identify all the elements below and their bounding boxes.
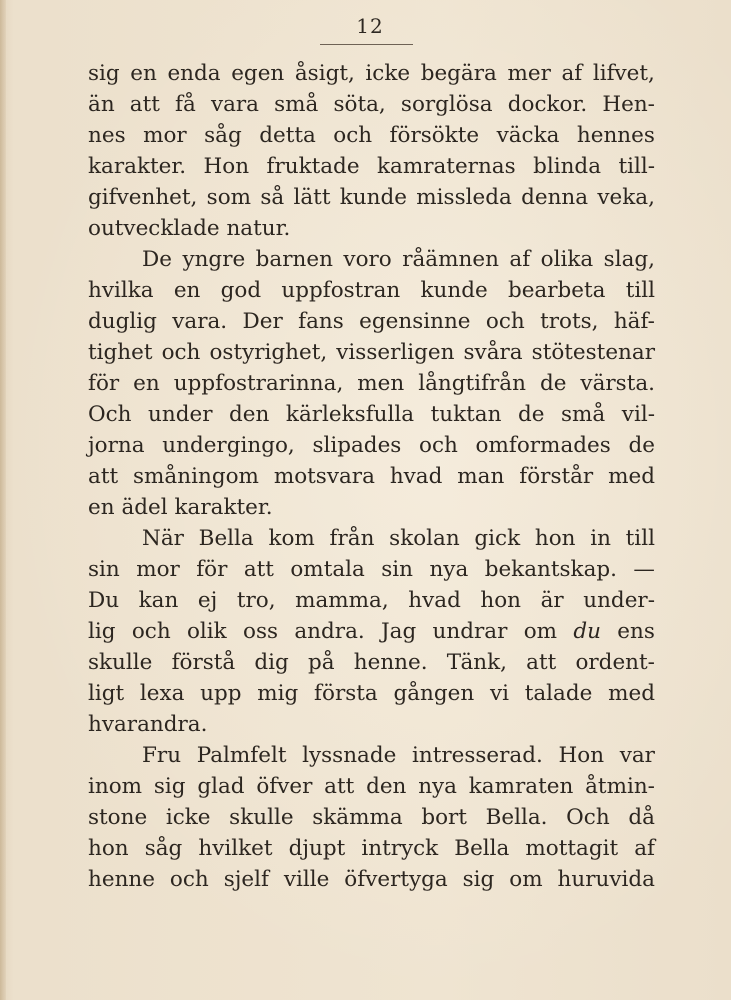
- text-line: jorna undergingo, slipades och omformades de: [88, 433, 655, 458]
- text-line: hon såg hvilket djupt intryck Bella mottagit af: [88, 836, 655, 861]
- text-line: lig och olik oss andra. Jag undrar om du ens: [88, 619, 655, 644]
- text-line: När Bella kom från skolan gick hon in till: [142, 526, 655, 551]
- text-line: än att få vara små söta, sorglösa dockor. Hen-: [88, 92, 655, 117]
- text-line: Du kan ej tro, mamma, hvad hon är under-: [88, 588, 655, 613]
- text-line: hvarandra.: [88, 712, 208, 737]
- text-line: henne och sjelf ville öfvertyga sig om huruvida: [88, 867, 655, 892]
- body-text: [88, 58, 655, 895]
- text-line: en ädel karakter.: [88, 495, 273, 520]
- text-line: att småningom motsvara hvad man förstår med: [88, 464, 655, 489]
- text-line: inom sig glad öfver att den nya kamraten åtmin-: [88, 774, 655, 799]
- text-line: nes mor såg detta och försökte väcka hennes: [88, 123, 655, 148]
- text-line: duglig vara. Der fans egensinne och trots, häf-: [88, 309, 655, 334]
- text-line: Och under den kärleksfulla tuktan de små vil-: [88, 402, 655, 427]
- text-line: tighet och ostyrighet, visserligen svåra stötestenar: [88, 340, 655, 365]
- header-rule: [320, 44, 413, 45]
- text-line: sig en enda egen åsigt, icke begära mer af lifvet,: [88, 61, 655, 86]
- text-line: stone icke skulle skämma bort Bella. Och då: [88, 805, 655, 830]
- text-line: outvecklade natur.: [88, 216, 291, 241]
- text-line: karakter. Hon fruktade kamraternas blinda till-: [88, 154, 655, 179]
- text-line: hvilka en god uppfostran kunde bearbeta till: [88, 278, 655, 303]
- text-line: skulle förstå dig på henne. Tänk, att ordent-: [88, 650, 655, 675]
- text-line: ligt lexa upp mig första gången vi talade med: [88, 681, 655, 706]
- page-number: 12: [356, 14, 384, 38]
- text-line: De yngre barnen voro råämnen af olika slag,: [142, 247, 655, 272]
- text-line: för en uppfostrarinna, men långtifrån de värsta.: [88, 371, 655, 396]
- text-line: sin mor för att omtala sin nya bekantskap. —: [88, 557, 655, 582]
- text-line: Fru Palmfelt lyssnade intresserad. Hon var: [142, 743, 655, 768]
- text-line: gifvenhet, som så lätt kunde missleda denna veka,: [88, 185, 655, 210]
- page-binding-edge: [0, 0, 6, 1000]
